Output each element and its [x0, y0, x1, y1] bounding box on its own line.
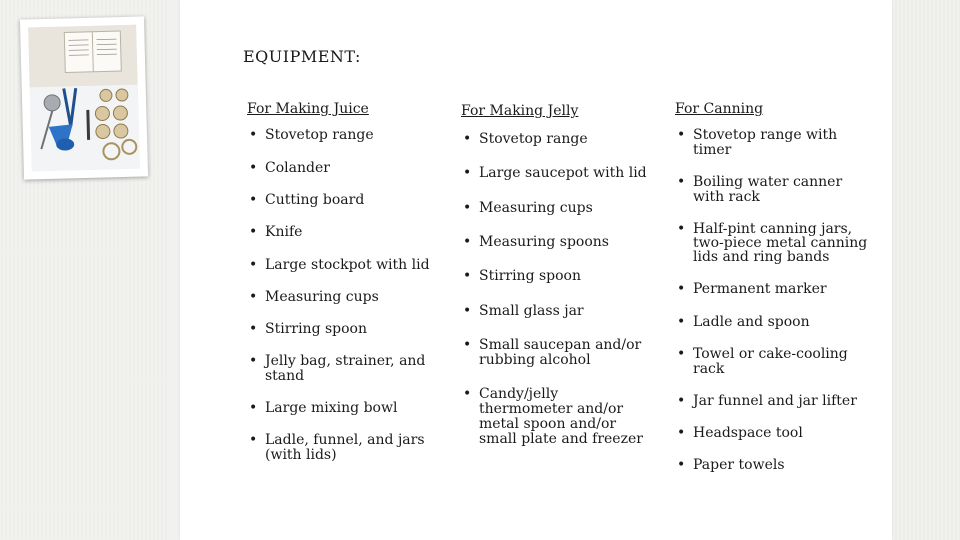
- slide-title: EQUIPMENT:: [243, 47, 361, 66]
- list-item: • Ladle and spoon: [675, 315, 885, 330]
- list-item: • Stirring spoon: [461, 269, 666, 284]
- list-item: • Colander: [247, 161, 447, 176]
- list-item: • Measuring cups: [461, 201, 666, 216]
- list-item: • Towel or cake-cooling rack: [675, 347, 863, 377]
- right-background-strip: [894, 0, 960, 540]
- column-canning: [675, 102, 885, 473]
- list-item: • Stovetop range: [461, 132, 666, 147]
- column-jelly: [461, 102, 666, 447]
- list-item: • Permanent marker: [675, 282, 885, 297]
- column-heading: For Canning: [675, 101, 764, 117]
- equipment-photo: [28, 25, 140, 172]
- list-item: • Boiling water canner with rack: [675, 175, 863, 205]
- list-item: • Jar funnel and jar lifter: [675, 394, 885, 409]
- list-item: • Jelly bag, strainer, and stand: [247, 354, 435, 384]
- list-item: • Stovetop range: [247, 128, 447, 143]
- equipment-list: [247, 128, 447, 463]
- list-item: • Ladle, funnel, and jars (with lids): [247, 433, 435, 463]
- equipment-list: [461, 132, 666, 447]
- equipment-photo-frame: [20, 16, 148, 179]
- list-item: • Stovetop range with timer: [675, 128, 863, 158]
- list-item: • Large mixing bowl: [247, 401, 447, 416]
- list-item: • Paper towels: [675, 458, 885, 473]
- column-heading: For Making Juice: [247, 101, 369, 117]
- list-item: • Small glass jar: [461, 304, 666, 319]
- list-item: • Measuring cups: [247, 290, 447, 305]
- list-item: • Half-pint canning jars, two-piece metal canning lids and ring bands: [675, 222, 875, 264]
- column-heading: For Making Jelly: [461, 103, 579, 119]
- list-item: • Stirring spoon: [247, 322, 447, 337]
- equipment-photo-illustration: [28, 25, 140, 172]
- equipment-list: [675, 128, 885, 473]
- list-item: • Large stockpot with lid: [247, 258, 447, 273]
- list-item: • Headspace tool: [675, 426, 885, 441]
- list-item: • Candy/jelly thermometer and/or metal spoon and/or small plate and freezer: [461, 387, 651, 447]
- list-item: • Cutting board: [247, 193, 447, 208]
- list-item: • Measuring spoons: [461, 235, 666, 250]
- list-item: • Large saucepot with lid: [461, 166, 666, 181]
- list-item: • Knife: [247, 225, 447, 240]
- list-item: • Small saucepan and/or rubbing alcohol: [461, 338, 651, 368]
- column-juice: [247, 102, 447, 463]
